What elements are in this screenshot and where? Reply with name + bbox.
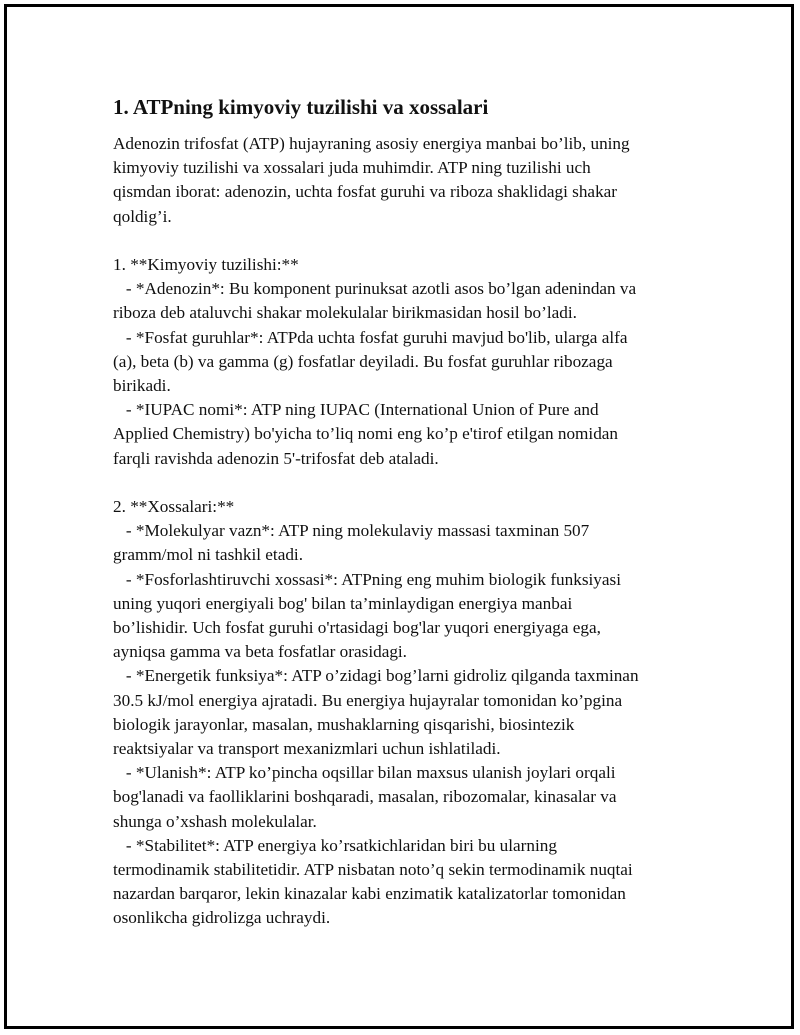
intro-line: Adenozin trifosfat (ATP) hujayraning asosiy energiya manbai bo’lib, uning bbox=[113, 134, 630, 153]
intro-line: qoldig’i. bbox=[113, 206, 172, 226]
section-line: riboza deb ataluvchi shakar molekulalar birikmasidan hosil bo’ladi. bbox=[113, 303, 577, 323]
document-body bbox=[113, 94, 693, 931]
section-line: shunga o’xshash molekulalar. bbox=[113, 811, 317, 831]
section-line: nazardan barqaror, lekin kinazalar kabi enzimatik katalizatorlar tomonidan bbox=[113, 884, 626, 904]
section-line: 30.5 kJ/mol energiya ajratadi. Bu energiya hujayralar tomonidan ko’pgina bbox=[113, 690, 623, 710]
section-line: farqli ravishda adenozin 5'-trifosfat deb ataladi. bbox=[113, 448, 439, 468]
section-line: bo’lishidir. Uch fosfat guruhi o'rtasidagi bog'lar yuqori energiyaga ega, bbox=[113, 618, 601, 638]
paragraph-gap bbox=[113, 471, 693, 495]
paragraph-gap bbox=[113, 229, 693, 253]
intro-paragraph bbox=[113, 132, 693, 229]
section-properties bbox=[113, 495, 693, 931]
document-heading: 1. ATPning kimyoviy tuzilishi va xossalari bbox=[113, 95, 489, 119]
section-line: (a), beta (b) va gamma (g) fosfatlar deyiladi. Bu fosfat guruhlar ribozaga bbox=[113, 351, 613, 371]
section-line: - *Ulanish*: ATP ko’pincha oqsillar bilan maxsus ulanish joylari orqali bbox=[113, 763, 616, 783]
section-line: bog'lanadi va faolliklarini boshqaradi, masalan, ribozomalar, kinasalar va bbox=[113, 787, 617, 807]
section-line: biologik jarayonlar, masalan, mushaklarning qisqarishi, biosintezik bbox=[113, 714, 575, 734]
section-title: 1. **Kimyoviy tuzilishi:** bbox=[113, 255, 299, 274]
section-line: birikadi. bbox=[113, 376, 171, 396]
section-structure bbox=[113, 253, 693, 471]
section-line: - *IUPAC nomi*: ATP ning IUPAC (International Union of Pure and bbox=[113, 400, 599, 420]
section-line: - *Energetik funksiya*: ATP o’zidagi bog’larni gidroliz qilganda taxminan bbox=[113, 666, 639, 686]
section-line: - *Fosfat guruhlar*: ATPda uchta fosfat guruhi mavjud bo'lib, ularga alfa bbox=[113, 327, 628, 347]
section-line: - *Adenozin*: Bu komponent purinuksat azotli asos bo’lgan adenindan va bbox=[113, 279, 637, 299]
section-line: reaktsiyalar va transport mexanizmlari uchun ishlatiladi. bbox=[113, 739, 501, 759]
section-line: Applied Chemistry) bo'yicha to’liq nomi eng ko’p e'tirof etilgan nomidan bbox=[113, 424, 619, 444]
section-line: uning yuqori energiyali bog' bilan ta’minlaydigan energiya manbai bbox=[113, 593, 573, 613]
section-line: gramm/mol ni tashkil etadi. bbox=[113, 545, 303, 565]
section-line: ayniqsa gamma va beta fosfatlar orasidagi. bbox=[113, 642, 407, 662]
intro-line: kimyoviy tuzilishi va xossalari juda muhimdir. ATP ning tuzilishi uch bbox=[113, 158, 591, 178]
section-line: termodinamik stabilitetidir. ATP nisbatan noto’q sekin termodinamik nuqtai bbox=[113, 860, 633, 880]
section-line: osonlikcha gidrolizga uchraydi. bbox=[113, 908, 331, 928]
section-line: - *Fosforlashtiruvchi xossasi*: ATPning eng muhim biologik funksiyasi bbox=[113, 569, 621, 589]
section-line: - *Stabilitet*: ATP energiya ko’rsatkichlaridan biri bu ularning bbox=[113, 835, 557, 855]
section-title: 2. **Xossalari:** bbox=[113, 497, 235, 517]
section-line: - *Molekulyar vazn*: ATP ning molekulaviy massasi taxminan 507 bbox=[113, 521, 590, 541]
intro-line: qismdan iborat: adenozin, uchta fosfat guruhi va riboza shaklidagi shakar bbox=[113, 182, 618, 202]
